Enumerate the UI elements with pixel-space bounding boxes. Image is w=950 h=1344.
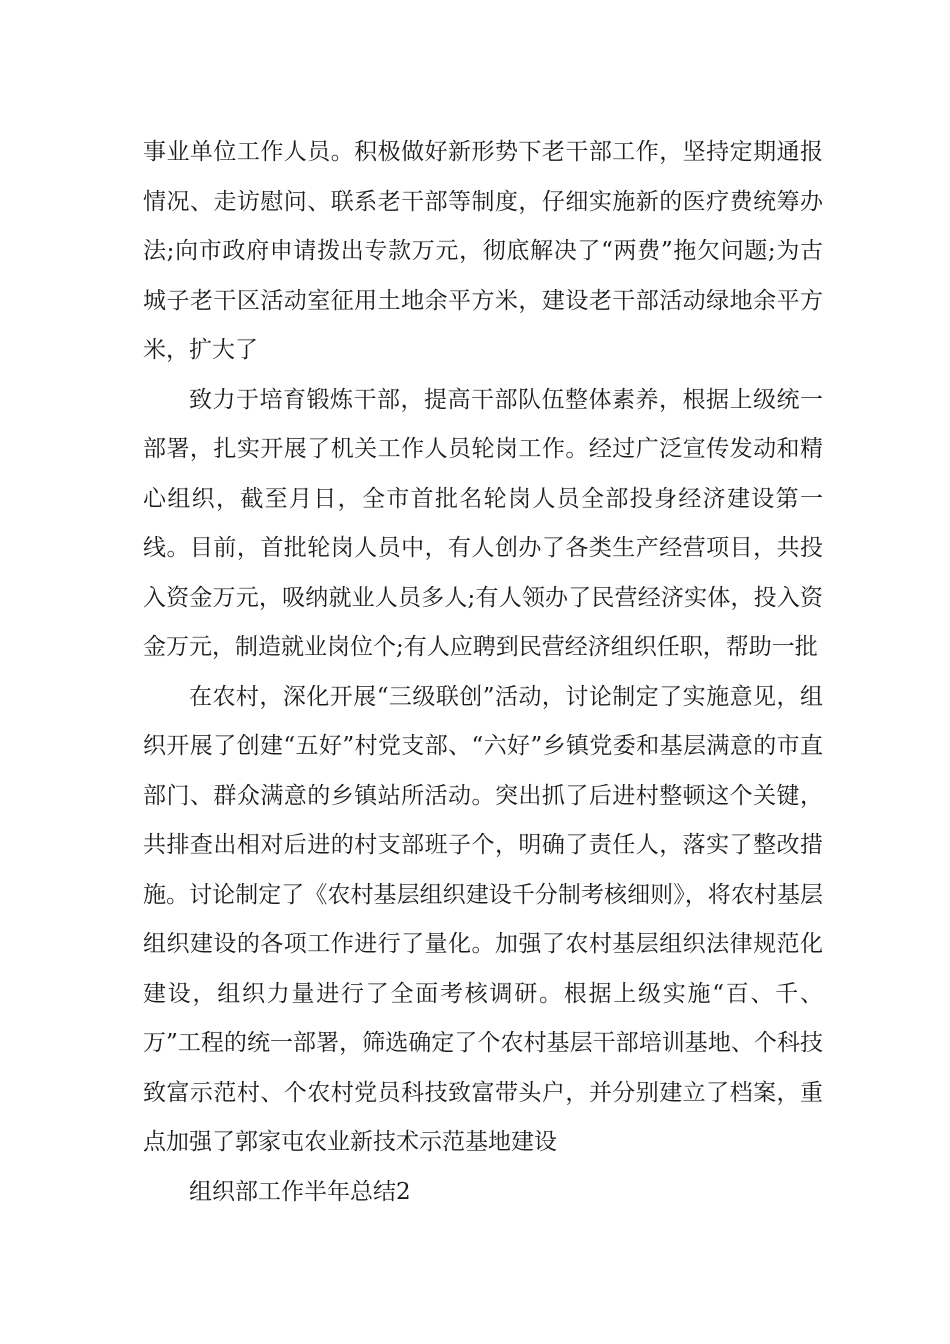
section-heading: 组织部工作半年总结2 [189,1178,411,1205]
paragraph-2: 致力于培育锻炼干部，提高干部队伍整体素养，根据上级统一部署，扎实开展了机关工作人员轮岗工作。经过广泛宣传发动和精心组织，截至月日，全市首批名轮岗人员全部投身经济建设第一线。目前，首批轮岗人员中，有人创办了各类生产经营项目，共投入资金万元，吸纳就业人员多人;有人领办了民营经济实体，投入资金万元，制造就业岗位个;有人应聘到民营经济组织任职，帮助一批 [143,386,823,660]
document-page [143,128,823,1217]
paragraph-3: 在农村，深化开展“三级联创”活动，讨论制定了实施意见，组织开展了创建“五好”村党支部、“六好”乡镇党委和基层满意的市直部门、群众满意的乡镇站所活动。突出抓了后进村整顿这个关键，共排查出相对后进的村支部班子个，明确了责任人，落实了整改措施。讨论制定了《农村基层组织建设千分制考核细则》，将农村基层组织建设的各项工作进行了量化。加强了农村基层组织法律规范化建设，组织力量进行了全面考核调研。根据上级实施“百、千、万”工程的统一部署，筛选确定了个农村基层干部培训基地、个科技致富示范村、个农村党员科技致富带头户，并分别建立了档案，重点加强了郭家屯农业新技术示范基地建设 [143,683,823,1155]
paragraph-1: 事业单位工作人员。积极做好新形势下老干部工作，坚持定期通报情况、走访慰问、联系老干部等制度，仔细实施新的医疗费统筹办法;向市政府申请拨出专款万元，彻底解决了“两费”拖欠问题;为古城子老干区活动室征用土地余平方米，建设老干部活动绿地余平方米，扩大了 [143,139,823,363]
